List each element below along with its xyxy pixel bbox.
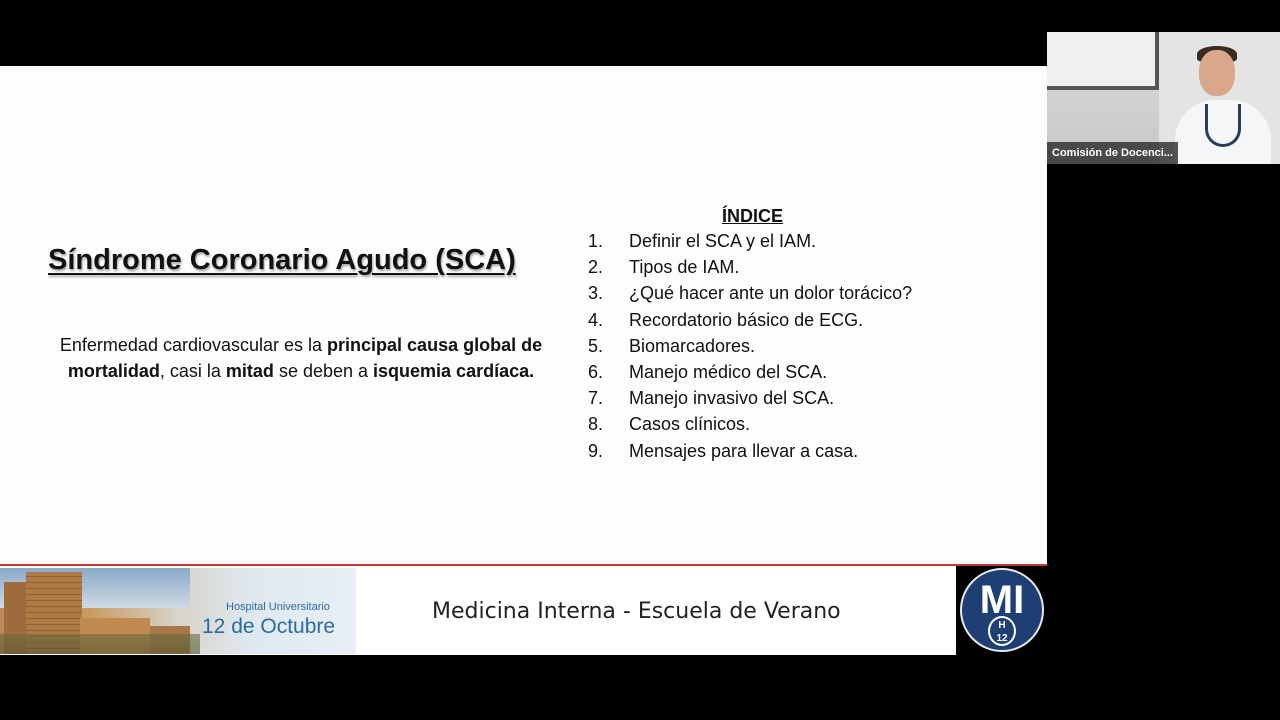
slide-footer: [0, 566, 1047, 655]
index-text: Casos clínicos.: [629, 414, 751, 435]
intro-bold-3: isquemia cardíaca.: [373, 361, 535, 381]
intro-bold-2: mitad: [225, 361, 274, 381]
index-text: Manejo invasivo del SCA.: [629, 388, 835, 409]
participant-video-tile[interactable]: [1047, 32, 1280, 164]
video-person-head: [1199, 50, 1235, 96]
index-number: 1.: [588, 231, 604, 251]
mi-logo-container: [956, 566, 1047, 655]
participant-name-label: Comisión de Docenci...: [1047, 142, 1178, 164]
index-text: Manejo médico del SCA.: [629, 361, 828, 382]
slide-title: Síndrome Coronario Agudo (SCA): [48, 244, 516, 276]
logo-sub-top: H: [998, 620, 1006, 631]
index-number: 6.: [588, 361, 604, 382]
index-number: 8.: [588, 414, 604, 435]
mi-h12-logo: [960, 568, 1044, 652]
logo-main-text: MI: [979, 578, 1025, 622]
index-text: ¿Qué hacer ante un dolor torácico?: [629, 283, 913, 304]
presentation-slide: [0, 66, 1047, 655]
index-text: Biomarcadores.: [629, 335, 756, 356]
index-number: 2.: [588, 257, 604, 278]
intro-text-2: , casi la: [159, 361, 226, 381]
intro-text-1: Enfermedad cardiovascular es la: [59, 335, 328, 355]
index-text: Definir el SCA y el IAM.: [629, 231, 817, 251]
index-text: Tipos de IAM.: [629, 257, 740, 278]
intro-paragraph: [36, 332, 566, 384]
hospital-label-line1: Hospital Universitario: [226, 601, 330, 613]
index-number: 7.: [588, 388, 604, 409]
stethoscope-shape: [1205, 104, 1241, 147]
logo-sub-badge: [988, 616, 1016, 646]
index-number: 4.: [588, 309, 604, 330]
intro-bold-1: principal causa global de mortalidad: [67, 335, 543, 381]
index-number: 9.: [588, 440, 604, 461]
index-text: Mensajes para llevar a casa.: [629, 440, 859, 461]
index-number: 5.: [588, 335, 604, 356]
video-background-board: [1047, 32, 1159, 90]
index-number: 3.: [588, 283, 604, 304]
logo-sub-bottom: 12: [996, 633, 1008, 644]
intro-text-3: se deben a: [273, 361, 374, 381]
hospital-label-line2: 12 de Octubre: [202, 615, 336, 638]
index-text: Recordatorio básico de ECG.: [629, 309, 864, 330]
hospital-banner-image: [0, 568, 356, 654]
banner-trees: [0, 634, 200, 654]
footer-center-text: Medicina Interna - Escuela de Verano: [432, 599, 841, 624]
index-heading: ÍNDICE: [722, 206, 784, 226]
